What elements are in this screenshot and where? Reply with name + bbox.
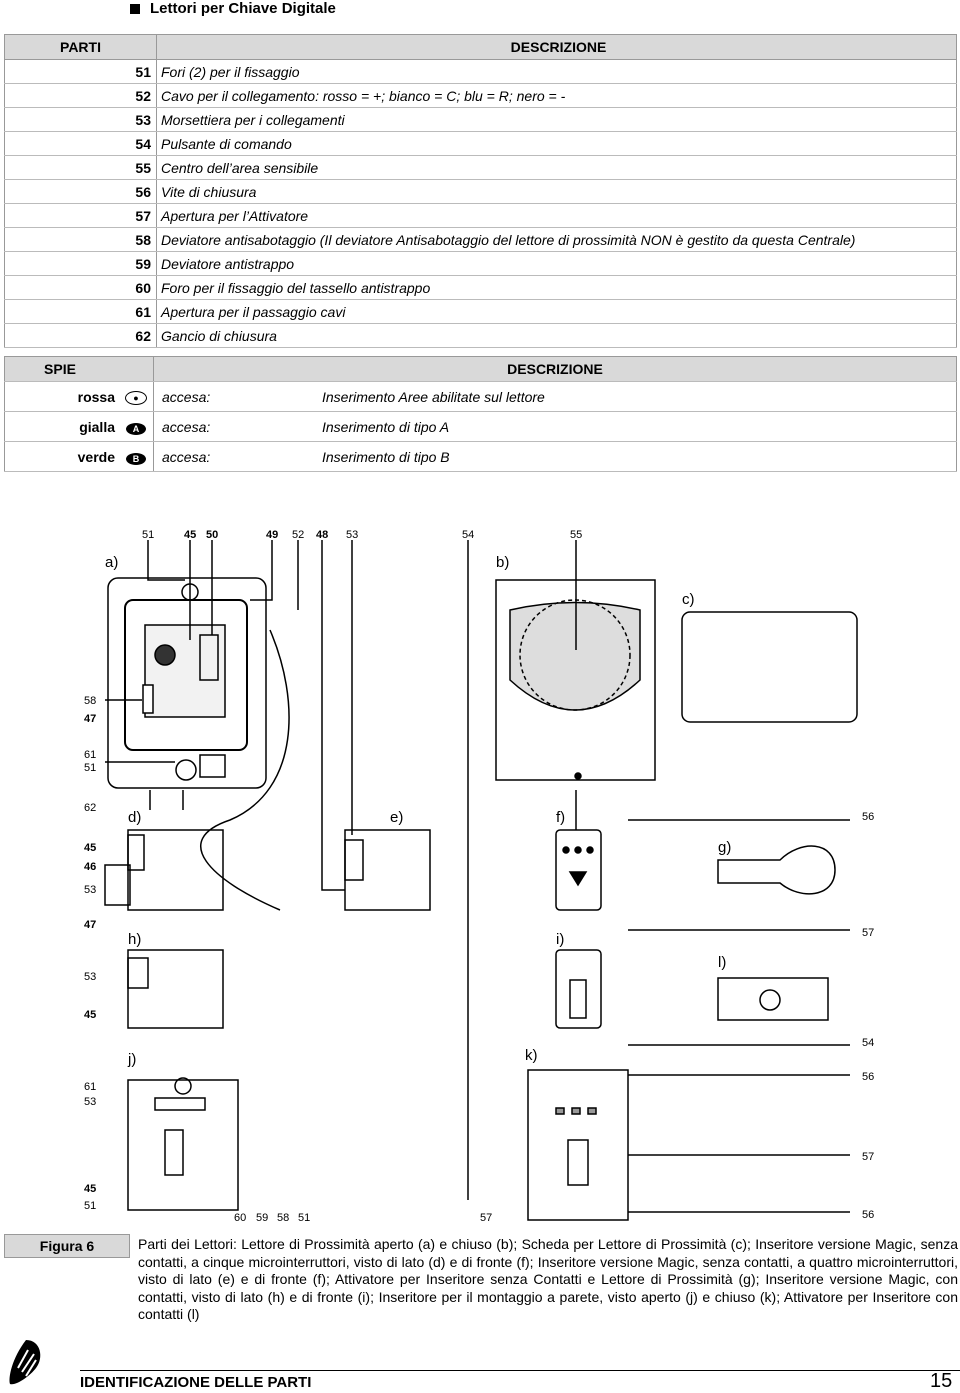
part-description: Deviatore antisabotaggio (Il deviatore Antisabotaggio del lettore di prossimità NON è gestito da questa Centrale) <box>157 228 957 252</box>
part-number: 57 <box>5 204 157 228</box>
callout-left-7: 53 <box>84 884 97 896</box>
callout-left-6: 46 <box>84 861 97 873</box>
wall-inserter-closed <box>528 1070 628 1220</box>
panel-label-l: l) <box>718 954 727 971</box>
callout-bottom-3: 51 <box>298 1212 311 1224</box>
callout-right-4: 57 <box>862 1151 875 1163</box>
spie-desc-header-label: DESCRIZIONE <box>154 357 957 382</box>
activator-l <box>718 978 828 1020</box>
led-color: verde <box>5 442 120 472</box>
callout-top-6: 53 <box>346 529 359 541</box>
callout-left-4: 62 <box>84 802 97 814</box>
reader-board-card <box>682 612 857 722</box>
callout-left-12: 53 <box>84 1096 97 1108</box>
footer-rule <box>80 1370 960 1371</box>
callout-left-0: 58 <box>84 695 97 707</box>
callout-top-5: 48 <box>316 529 329 541</box>
part-description: Foro per il fissaggio del tassello antistrappo <box>157 276 957 300</box>
callout-left-13: 45 <box>84 1183 97 1195</box>
reader-pcb <box>145 625 225 717</box>
figure-label: Figura 6 <box>4 1234 130 1258</box>
panel-label-k: k) <box>525 1047 538 1064</box>
panel-label-a: a) <box>105 554 119 571</box>
panel-label-g: g) <box>718 839 732 856</box>
parts-desc-header-label: DESCRIZIONE <box>157 35 957 60</box>
callout-top-2: 50 <box>206 529 219 541</box>
callout-left-2: 61 <box>84 749 97 761</box>
callout-bottom-1: 59 <box>256 1212 269 1224</box>
callout-left-10: 45 <box>84 1009 97 1021</box>
parts-row <box>5 300 957 324</box>
led-state: accesa: <box>154 382 323 412</box>
led-description: Inserimento Aree abilitate sul lettore <box>322 382 957 412</box>
led-state: accesa: <box>154 412 323 442</box>
part-number: 60 <box>5 276 157 300</box>
part-description: Cavo per il collegamento: rosso = +; bianco = C; blu = R; nero = - <box>157 84 957 108</box>
part-number: 58 <box>5 228 157 252</box>
callout-bottom-2: 58 <box>277 1212 290 1224</box>
part-description: Fori (2) per il fissaggio <box>157 60 957 84</box>
callout-left-3: 51 <box>84 762 97 774</box>
inserter-e-body <box>345 830 430 910</box>
parts-row <box>5 132 957 156</box>
spie-row <box>5 442 957 472</box>
figure-6-diagram <box>0 500 960 1225</box>
spie-row <box>5 412 957 442</box>
parts-row <box>5 252 957 276</box>
led-B-icon: B <box>126 453 146 465</box>
callout-left-5: 45 <box>84 842 97 854</box>
led-color: gialla <box>5 412 120 442</box>
callout-right-0: 56 <box>862 811 875 823</box>
inserter-d-terminals <box>105 865 130 905</box>
callout-top-4: 52 <box>292 529 305 541</box>
part-number: 52 <box>5 84 157 108</box>
company-logo <box>6 1338 46 1388</box>
parts-row <box>5 204 957 228</box>
callout-bottom-4: 57 <box>480 1212 493 1224</box>
callout-top-0: 51 <box>142 529 155 541</box>
parts-table <box>4 34 957 348</box>
spie-table <box>4 356 957 472</box>
parts-row <box>5 324 957 348</box>
panel-label-b: b) <box>496 554 510 571</box>
led-description: Inserimento di tipo A <box>322 412 957 442</box>
inserter-e-terminals <box>345 840 363 880</box>
part-description: Gancio di chiusura <box>157 324 957 348</box>
fixing-hole-bottom <box>176 760 196 780</box>
callout-top-1: 45 <box>184 529 197 541</box>
eye-icon: ● <box>125 391 147 405</box>
callout-right-2: 54 <box>862 1037 875 1049</box>
spie-row <box>5 382 957 412</box>
led-A-icon: A <box>126 423 146 435</box>
parts-row <box>5 228 957 252</box>
callout-left-9: 53 <box>84 971 97 983</box>
part-number: 55 <box>5 156 157 180</box>
part-number: 59 <box>5 252 157 276</box>
reader-closed-window <box>510 603 640 711</box>
callout-left-1: 47 <box>84 713 97 725</box>
part-description: Centro dell’area sensibile <box>157 156 957 180</box>
parts-row <box>5 276 957 300</box>
callout-top-7: 54 <box>462 529 475 541</box>
callout-right-5: 56 <box>862 1209 875 1221</box>
part-description: Deviatore antistrappo <box>157 252 957 276</box>
parts-row <box>5 156 957 180</box>
figure-caption: Parti dei Lettori: Lettore di Prossimità aperto (a) e chiuso (b); Scheda per Lettore di Prossimità (c); Inseritore versione Magic, senza contatti, a cinque microinterruttori, visto di lato (d) e di fronte (f); Inseritore versione Magic, senza contatti, a quattro microinterruttori, visto di lato (e) e di fronte (f); Attivatore per Inseritore senza Contatti e Lettore di Prossimità (g); Inseritore versione Magic, con contatti, visto di lato (h) e di fronte (i); Inseritore per il montaggio a parete, visto aperto (j) e chiuso (k); Attivatore per Inseritore con contatti (l) <box>138 1236 958 1322</box>
callout-top-3: 49 <box>266 529 279 541</box>
tamper-switch <box>143 685 153 713</box>
callout-right-1: 57 <box>862 927 875 939</box>
footer-title: IDENTIFICAZIONE DELLE PARTI <box>80 1374 312 1391</box>
callout-top-8: 55 <box>570 529 583 541</box>
inserter-i-contacts <box>570 980 586 1018</box>
parts-row <box>5 108 957 132</box>
activator-l-hole <box>760 990 780 1010</box>
digital-key <box>718 846 835 894</box>
panel-label-f: f) <box>556 809 566 826</box>
closing-screw <box>575 773 581 779</box>
inserter-f-front <box>556 830 601 910</box>
panel-label-i: i) <box>556 931 565 948</box>
buzzer <box>155 645 175 665</box>
parts-row <box>5 180 957 204</box>
callout-left-14: 51 <box>84 1200 97 1212</box>
part-description: Apertura per il passaggio cavi <box>157 300 957 324</box>
part-description: Apertura per l’Attivatore <box>157 204 957 228</box>
callout-left-11: 61 <box>84 1081 97 1093</box>
callout-left-8: 47 <box>84 919 97 931</box>
part-number: 56 <box>5 180 157 204</box>
terminal-block-a <box>200 755 225 777</box>
callout-right-3: 56 <box>862 1071 875 1083</box>
part-number: 62 <box>5 324 157 348</box>
part-number: 61 <box>5 300 157 324</box>
page-number: 15 <box>930 1370 953 1392</box>
part-number: 53 <box>5 108 157 132</box>
inserter-i-front <box>556 950 601 1028</box>
bullet-square-icon <box>130 4 140 14</box>
panel-label-c: c) <box>682 591 695 608</box>
section-title <box>130 0 336 17</box>
inserter-h-body <box>128 950 223 1028</box>
spie-table-header <box>5 357 957 382</box>
parts-table-header <box>5 35 957 60</box>
led-description: Inserimento di tipo B <box>322 442 957 472</box>
part-description: Pulsante di comando <box>157 132 957 156</box>
panel-label-j: j) <box>128 1051 137 1068</box>
part-description: Morsettiera per i collegamenti <box>157 108 957 132</box>
parts-row <box>5 84 957 108</box>
spie-header-label: SPIE <box>5 357 120 382</box>
panel-label-h: h) <box>128 931 142 948</box>
section-title-text: Lettori per Chiave Digitale <box>150 0 336 17</box>
inserter-h-terminals <box>128 958 148 988</box>
panel-label-e: e) <box>390 809 404 826</box>
parts-header-label: PARTI <box>5 35 157 60</box>
part-number: 54 <box>5 132 157 156</box>
led-state: accesa: <box>154 442 323 472</box>
parts-row <box>5 60 957 84</box>
part-number: 51 <box>5 60 157 84</box>
panel-label-d: d) <box>128 809 142 826</box>
led-color: rossa <box>5 382 120 412</box>
callout-bottom-0: 60 <box>234 1212 247 1224</box>
part-description: Vite di chiusura <box>157 180 957 204</box>
